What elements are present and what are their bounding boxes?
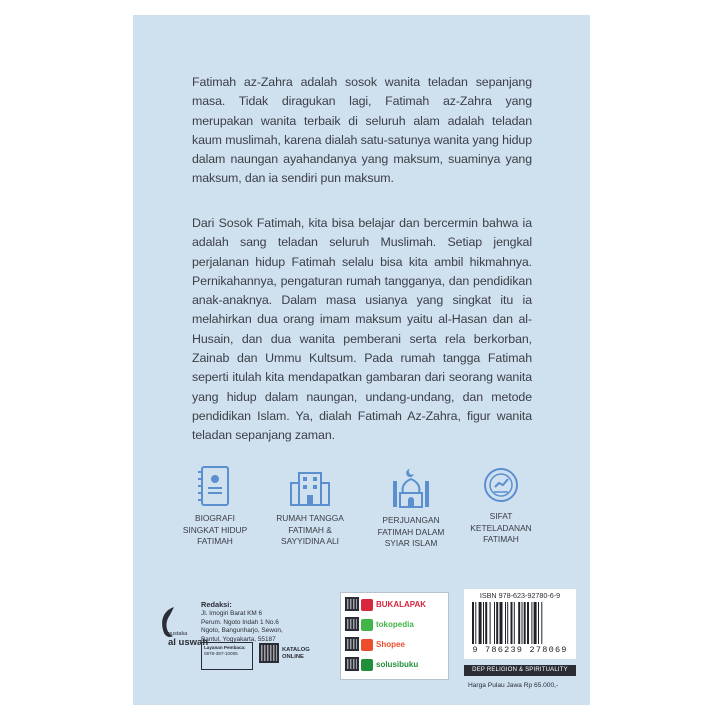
- store-qr-code: [345, 637, 359, 651]
- barcode-bar: [534, 602, 537, 644]
- barcode-bar: [472, 602, 474, 644]
- barcode-bar: [531, 602, 532, 644]
- barcode-bar: [524, 602, 526, 644]
- barcode-bar: [475, 602, 476, 644]
- feature-caption: RUMAH TANGGA FATIMAH & SAYYIDINA ALI: [276, 513, 344, 546]
- barcode-bar: [505, 602, 506, 644]
- notebook-icon: [197, 465, 233, 507]
- barcode-bar: [483, 602, 484, 644]
- barcode-bar: [522, 602, 523, 644]
- barcode-bar: [500, 602, 503, 644]
- store-qr-code: [345, 597, 359, 611]
- barcode-bar: [490, 602, 491, 644]
- solusibuku-icon: [361, 659, 373, 671]
- isbn-box: [464, 589, 576, 659]
- barcode-bar: [511, 602, 513, 644]
- publisher-logo-small: pustaka: [168, 631, 188, 637]
- store-qr-code: [345, 617, 359, 631]
- katalog-qr-code: [259, 643, 279, 663]
- price-label: Harga Pulau Jawa Rp 65.000,-: [468, 682, 559, 689]
- building-icon: [289, 465, 331, 507]
- barcode-bar: [514, 602, 515, 644]
- redaksi-label: Redaksi:: [201, 600, 232, 609]
- store-bukalapak: BUKALAPAK: [361, 597, 439, 612]
- feature-household: [265, 465, 355, 548]
- barcode-bar: [507, 602, 508, 644]
- isbn-digits: 9 786239 278069: [472, 645, 568, 655]
- bukalapak-icon: [361, 599, 373, 611]
- store-shopee: Shopee: [361, 637, 439, 652]
- redaksi-address: Jl. Imogiri Barat KM 6 Perum. Ngoto Indah 1 No.6 Ngoto, Bangunharjo, Sewon, Bantul, Yogyakarta, 55187: [201, 610, 283, 643]
- category-label: DEP RELIGION & SPIRITUALITY: [464, 665, 576, 676]
- barcode-bar: [527, 602, 529, 644]
- feature-caption: PERJUANGAN FATIMAH DALAM SYIAR ISLAM: [377, 515, 445, 548]
- barcode-bar: [479, 602, 482, 644]
- redaksi-block: [201, 600, 351, 644]
- feature-caption: BIOGRAFI SINGKAT HIDUP FATIMAH: [182, 513, 248, 546]
- contact-label: Layanan Pembaca:: [204, 645, 246, 650]
- feature-traits: [456, 465, 546, 546]
- feature-caption: SIFAT KETELADANAN FATIMAH: [470, 511, 532, 544]
- badge-icon: [481, 465, 521, 505]
- katalog-online-label: KATALOG ONLINE: [282, 647, 310, 660]
- publisher-logo-name: al uswah: [168, 637, 209, 648]
- synopsis-paragraph-1: Fatimah az-Zahra adalah sosok wanita teladan sepanjang masa. Tidak diragukan lagi, Fatimah az-Zahra yang merupakan wanita terbaik di seluruh alam adalah teladan kaum muslimah, karena dialah satu-satunya wanita yang hidup dalam naungan ayahandanya yang maksum, suaminya yang maksum, dan ia sendiri pun maksum.: [192, 75, 532, 186]
- barcode-bar: [485, 602, 487, 644]
- isbn-label: ISBN 978-623-92780-6-9: [479, 591, 561, 600]
- synopsis-paragraph-2: Dari Sosok Fatimah, kita bisa belajar dan bercermin bahwa ia adalah sang teladan seluruh Muslimah. Setiap jengkal perjalanan hidup Fatimah selalu bisa kita ambil hikmahnya. Pernikahannya, pengaturan rumah tangganya, dan pendidikan anak-anaknya. Dalam masa usianya yang singkat itu ia melahirkan dua orang imam maksum yaitu al-Hasan dan al-Husain, dan dua wanita pemberani serta rela berkorban, Zainab dan Ummu Kultsum. Pada rumah tangga Fatimah seperti itulah kita mendapatkan gambaran dari seorang wanita yang hidup dalam naungan, undang-undang, dan metode pendidikan Islam. Ya, dialah Fatimah Az-Zahra, figur wanita teladan sepanjang zaman.: [192, 216, 532, 443]
- shopee-icon: [361, 639, 373, 651]
- store-qr-code: [345, 657, 359, 671]
- barcode-bar: [518, 602, 520, 644]
- barcode-bar: [541, 602, 542, 644]
- reader-service-box: [201, 642, 253, 670]
- feature-struggle: [366, 465, 456, 550]
- mosque-icon: [390, 465, 432, 509]
- barcode-bar: [538, 602, 539, 644]
- barcode: [472, 602, 568, 644]
- online-stores-box: [340, 592, 449, 680]
- store-tokopedia: tokopedia: [361, 617, 439, 632]
- feature-biography: [170, 465, 260, 548]
- barcode-bar: [494, 602, 495, 644]
- store-solusibuku: solusibuku: [361, 657, 439, 672]
- tokopedia-icon: [361, 619, 373, 631]
- contact-phone: 0878-397-10005: [204, 651, 238, 656]
- barcode-bar: [496, 602, 498, 644]
